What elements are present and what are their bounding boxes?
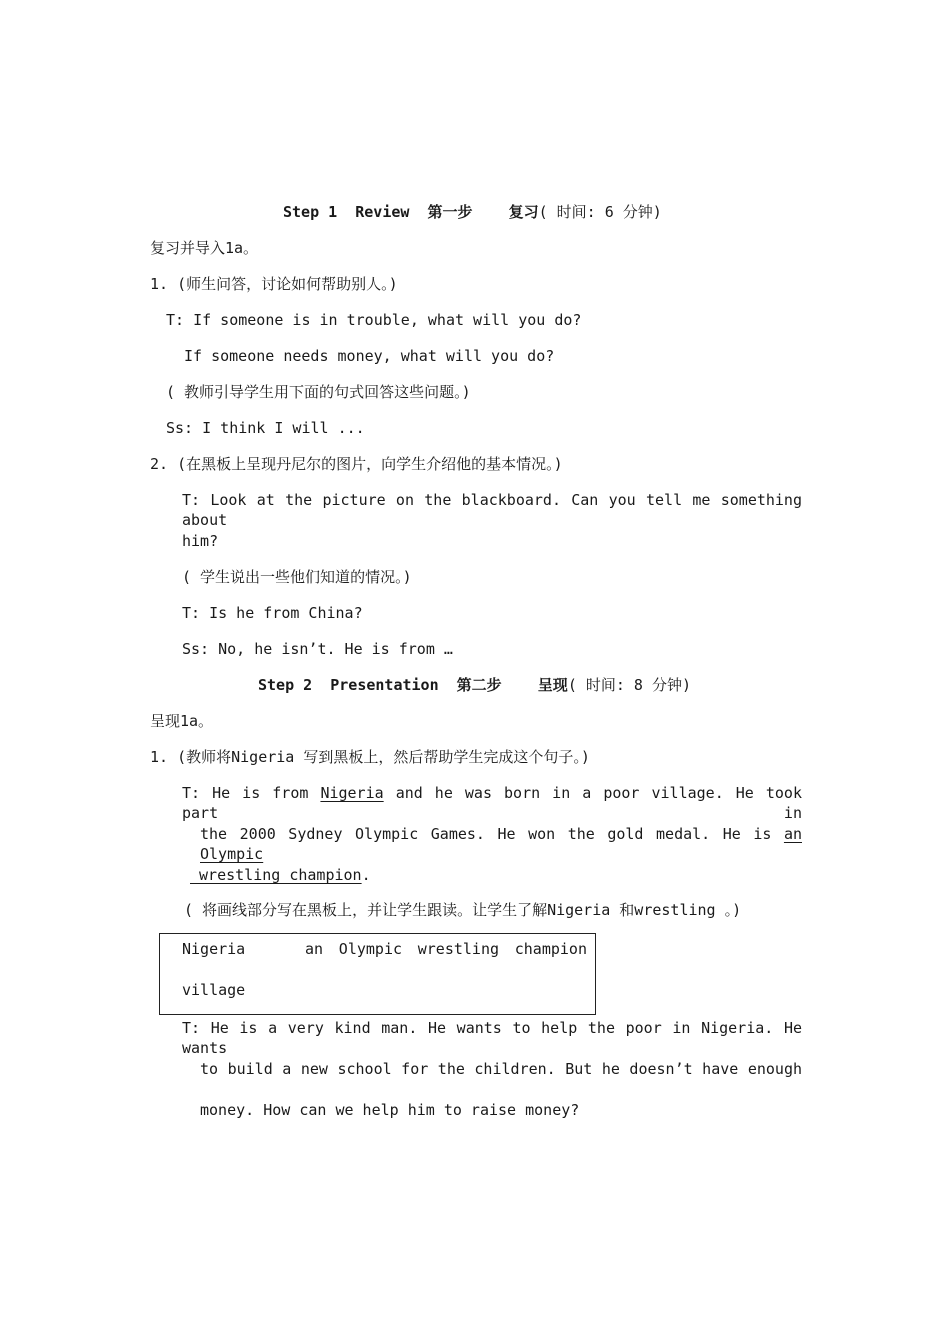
box-word-village: village <box>182 981 246 999</box>
step1-answer: Ss: I think I will ... <box>166 419 365 437</box>
step1-time: ( 时间: 6 分钟) <box>538 203 662 221</box>
step1-note1: ( 教师引导学生用下面的句式回答这些问题。) <box>166 383 471 401</box>
box-word-nigeria: Nigeria <box>182 940 246 958</box>
step1-intro: 复习并导入1a。 <box>150 239 259 257</box>
p1-start: T: He is from <box>182 784 321 802</box>
step2-paragraph-line2 <box>200 824 802 864</box>
step1-question1: T: If someone is in trouble, what will you do? <box>166 311 582 329</box>
step2-teacher-line3: money. How can we help him to raise money? <box>200 1101 580 1119</box>
p1-nigeria-underlined: Nigeria <box>320 784 384 802</box>
step1-heading-text: Step 1 Review 第一步 复习 <box>283 203 539 221</box>
step2-intro: 呈现1a。 <box>150 712 214 730</box>
step1-students-answer: Ss: No, he isn’t. He is from … <box>182 640 453 658</box>
step2-paragraph-line1 <box>182 783 802 823</box>
box-word-champion: an Olympic wrestling champion <box>305 940 587 958</box>
step2-teacher-line1: T: He is a very kind man. He wants to help the poor in Nigeria. He wants <box>182 1019 802 1057</box>
step2-item1: 1. (教师将Nigeria 写到黑板上，然后帮助学生完成这个句子。) <box>150 748 590 766</box>
step2-paragraph-line3 <box>190 865 371 885</box>
step1-teacher-look-cont: him? <box>182 532 219 550</box>
step2-note: ( 将画线部分写在黑板上，并让学生跟读。让学生了解Nigeria 和wrestling 。) <box>184 901 742 919</box>
p3-end: . <box>361 866 371 884</box>
step1-teacher-look: T: Look at the picture on the blackboard. Can you tell me something about <box>182 491 802 529</box>
step2-time: ( 时间: 8 分钟) <box>567 676 692 694</box>
step1-teacher-china: T: Is he from China? <box>182 604 363 622</box>
step1-question2: If someone needs money, what will you do? <box>184 347 555 365</box>
step1-heading <box>283 202 662 222</box>
step2-heading-text: Step 2 Presentation 第二步 呈现 <box>258 676 568 694</box>
p3-champion-underlined: wrestling champion <box>190 866 362 884</box>
p2-olympic-underlined: an Olympic <box>200 825 802 863</box>
step1-item2: 2. (在黑板上呈现丹尼尔的图片，向学生介绍他的基本情况。) <box>150 455 563 473</box>
p2-start: the 2000 Sydney Olympic Games. He won the gold medal. He is <box>200 825 784 843</box>
step2-teacher-line2: to build a new school for the children. But he doesn’t have enough <box>200 1060 802 1078</box>
step2-heading <box>258 675 691 695</box>
step1-item1: 1. (师生问答，讨论如何帮助别人。) <box>150 275 398 293</box>
step1-note2: ( 学生说出一些他们知道的情况。) <box>182 568 412 586</box>
p1-rest: and he was born in a poor village. He took part in <box>182 784 802 822</box>
